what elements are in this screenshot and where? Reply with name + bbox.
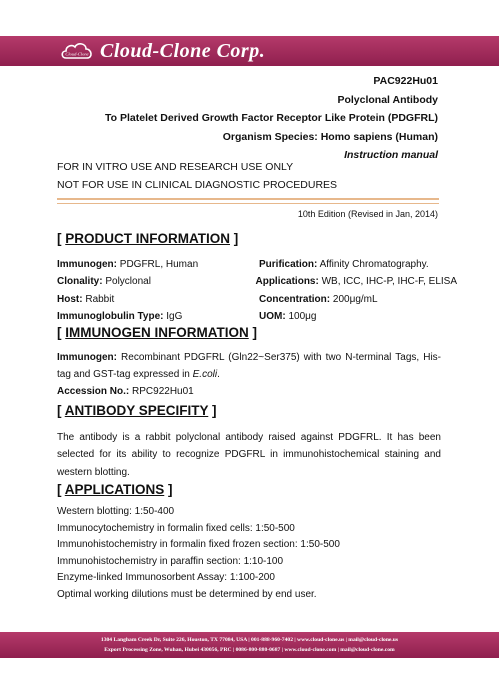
product-target: To Platelet Derived Growth Factor Receptor Like Protein (PDGFRL) — [105, 112, 438, 125]
list-item: Optimal working dilutions must be determined by end user. — [57, 588, 317, 600]
concentration-field: Concentration: 200μg/mL — [259, 293, 378, 305]
product-info-grid — [57, 256, 457, 325]
info-row — [57, 256, 457, 273]
section-heading-antibody-specifity: [ ANTIBODY SPECIFITY ] — [57, 403, 217, 418]
footer-address-us: 1304 Langham Creek Dr, Suite 226, Houston, TX 77084, USA | 001-888-960-7402 | www.cloud-clone.us | mail@cloud-clone.us — [100, 637, 399, 643]
section-heading-product-information: [ PRODUCT INFORMATION ] — [57, 231, 239, 246]
company-logo — [60, 38, 265, 64]
info-row — [57, 308, 457, 325]
section-heading-immunogen-information: [ IMMUNOGEN INFORMATION ] — [57, 325, 257, 340]
immunogen-field: Immunogen: PDGFRL, Human — [57, 259, 199, 270]
edition-info: 10th Edition (Revised in Jan, 2014) — [297, 209, 438, 219]
footer-address-prc: Export Processing Zone, Wuhan, Hubei 430056, PRC | 0086-800-880-0687 | www.cloud-clone.com | mail@cloud-clone.com — [104, 647, 395, 653]
usage-notice — [57, 158, 337, 194]
info-row — [57, 291, 457, 308]
list-item: Enzyme-linked Immunosorbent Assay: 1:100-200 — [57, 572, 275, 584]
purification-field: Purification: Affinity Chromatography. — [259, 259, 429, 270]
notice-line-1: FOR IN VITRO USE AND RESEARCH USE ONLY — [57, 161, 294, 173]
product-code: PAC922Hu01 — [373, 75, 438, 87]
logo-small-text: Cloud-Clone — [65, 51, 89, 57]
accession-number: Accession No.: RPC922Hu01 — [57, 386, 194, 397]
immunogen-description: Immunogen: Recombinant PDGFRL (Gln22~Ser375) with two N-terminal Tags, His-tag and GST-tag expressed in E.coli. — [57, 352, 441, 381]
list-item: Immunocytochemistry in formalin fixed cells: 1:50-500 — [57, 522, 295, 534]
clonality-field: Clonality: Polyclonal — [57, 276, 151, 288]
section-heading-applications: [ APPLICATIONS ] — [57, 482, 173, 497]
company-name: Cloud-Clone Corp. — [100, 39, 266, 62]
applications-list — [57, 504, 340, 604]
specifity-description: The antibody is a rabbit polyclonal antibody raised against PDGFRL. It has been selected for its ability to recognize PDGFRL in immunohistochemical staining and western blotting. — [57, 432, 441, 478]
ig-type-field: Immunoglobulin Type: IgG — [57, 310, 183, 322]
uom-field: UOM: 100μg — [259, 310, 317, 322]
info-row — [57, 273, 457, 290]
instruction-manual-label: Instruction manual — [344, 149, 438, 162]
product-type: Polyclonal Antibody — [337, 93, 438, 106]
list-item: Western blotting: 1:50-400 — [57, 506, 175, 517]
applications-field: Applications: WB, ICC, IHC-P, IHC-F, ELISA — [255, 276, 457, 288]
list-item: Immunohistochemistry in paraffin section: 1:10-100 — [57, 555, 284, 567]
separator-line-thin — [57, 203, 439, 204]
host-field: Host: Rabbit — [57, 293, 115, 305]
list-item: Immunohistochemistry in formalin fixed frozen section: 1:50-500 — [57, 539, 340, 551]
title-block — [105, 72, 438, 165]
notice-line-2: NOT FOR USE IN CLINICAL DIAGNOSTIC PROCEDURES — [57, 179, 338, 191]
separator-line — [57, 198, 439, 200]
organism-species: Organism Species: Homo sapiens (Human) — [222, 130, 438, 143]
footer-contact — [0, 635, 499, 655]
cloud-logo-icon — [60, 40, 94, 62]
